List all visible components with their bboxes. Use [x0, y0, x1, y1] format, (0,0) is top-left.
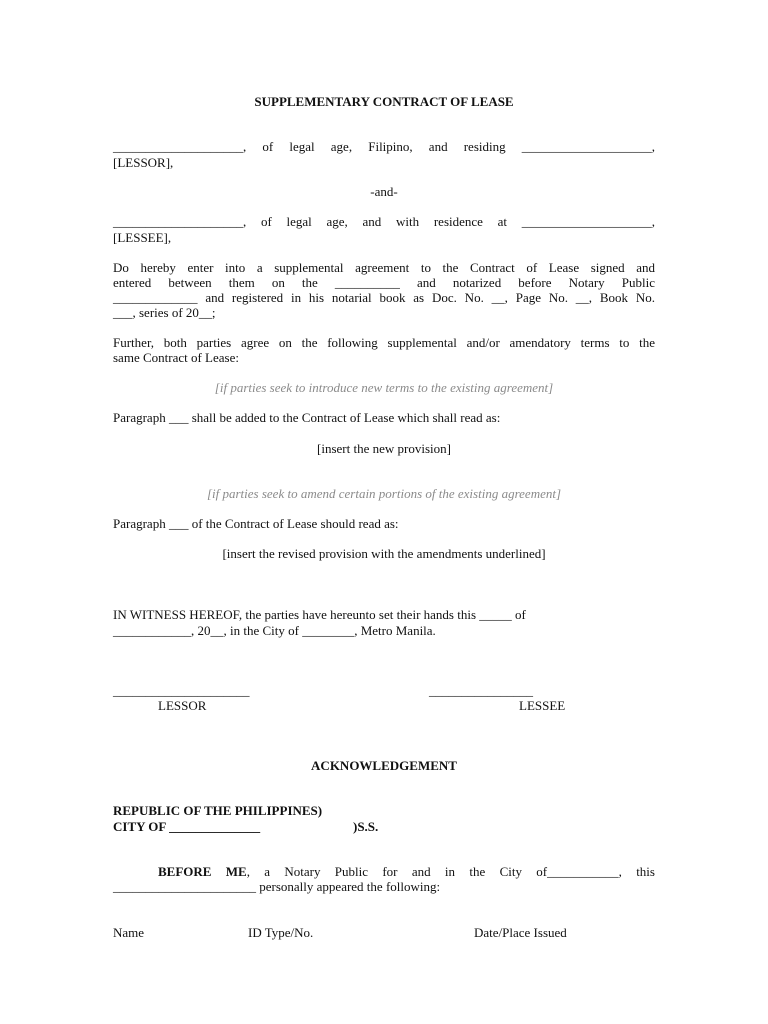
note-new-terms: [if parties seek to introduce new terms to the existing agreement]	[214, 380, 554, 395]
amend-paragraph-text: Paragraph ___ of the Contract of Lease should read as:	[113, 516, 399, 531]
insert-revised-provision: [insert the revised provision with the amendments underlined]	[222, 546, 546, 561]
id-table-col-id: ID Type/No.	[248, 925, 314, 940]
document-title: SUPPLEMENTARY CONTRACT OF LEASE	[254, 94, 514, 109]
id-table-col-date: Date/Place Issued	[474, 925, 567, 940]
and-separator: -and-	[370, 184, 398, 199]
intro-line3: _____________ and registered in his notarial book as Doc. No. __, Page No. __, Book No.	[113, 290, 655, 305]
before-me-line2: ______________________ personally appeared the following:	[113, 879, 441, 894]
lessor-party-line2: [LESSOR],	[113, 155, 174, 170]
before-me-line1	[158, 864, 655, 879]
new-paragraph-text: Paragraph ___ shall be added to the Contract of Lease which shall read as:	[113, 410, 501, 425]
insert-new-provision: [insert the new provision]	[317, 441, 451, 456]
intro-line2: entered between them on the __________ and notarized before Notary Public	[113, 275, 655, 290]
venue-ss: )S.S.	[353, 819, 379, 834]
acknowledgement-title: ACKNOWLEDGEMENT	[311, 758, 457, 773]
venue-republic: REPUBLIC OF THE PHILIPPINES)	[113, 803, 323, 818]
id-table-col-name: Name	[113, 925, 145, 940]
lessor-signature-label: LESSOR	[158, 698, 207, 713]
witness-line1: IN WITNESS HEREOF, the parties have hereunto set their hands this _____ of	[113, 607, 526, 622]
further-line1: Further, both parties agree on the following supplemental and/or amendatory terms to the	[113, 335, 655, 350]
lessor-signature-line: _____________________	[113, 683, 250, 698]
note-amend: [if parties seek to amend certain portions of the existing agreement]	[206, 486, 562, 501]
witness-line2: ____________, 20__, in the City of ________, Metro Manila.	[113, 623, 436, 638]
lessee-signature-label: LESSEE	[519, 698, 566, 713]
lessee-signature-line: ________________	[429, 683, 533, 698]
lessee-party-line2: [LESSEE],	[113, 230, 172, 245]
before-me-bold: BEFORE ME	[158, 864, 247, 879]
before-me-rest: , a Notary Public for and in the City of___________, this	[246, 864, 655, 879]
further-line2: same Contract of Lease:	[113, 350, 239, 365]
lessee-party-line1: ____________________, of legal age, and with residence at ____________________,	[113, 214, 655, 229]
intro-line4: ___, series of 20__;	[113, 305, 216, 320]
intro-line1: Do hereby enter into a supplemental agreement to the Contract of Lease signed and	[113, 260, 655, 275]
lessor-party-line1: ____________________, of legal age, Filipino, and residing ____________________,	[113, 139, 655, 154]
venue-city: CITY OF ______________	[113, 819, 261, 834]
